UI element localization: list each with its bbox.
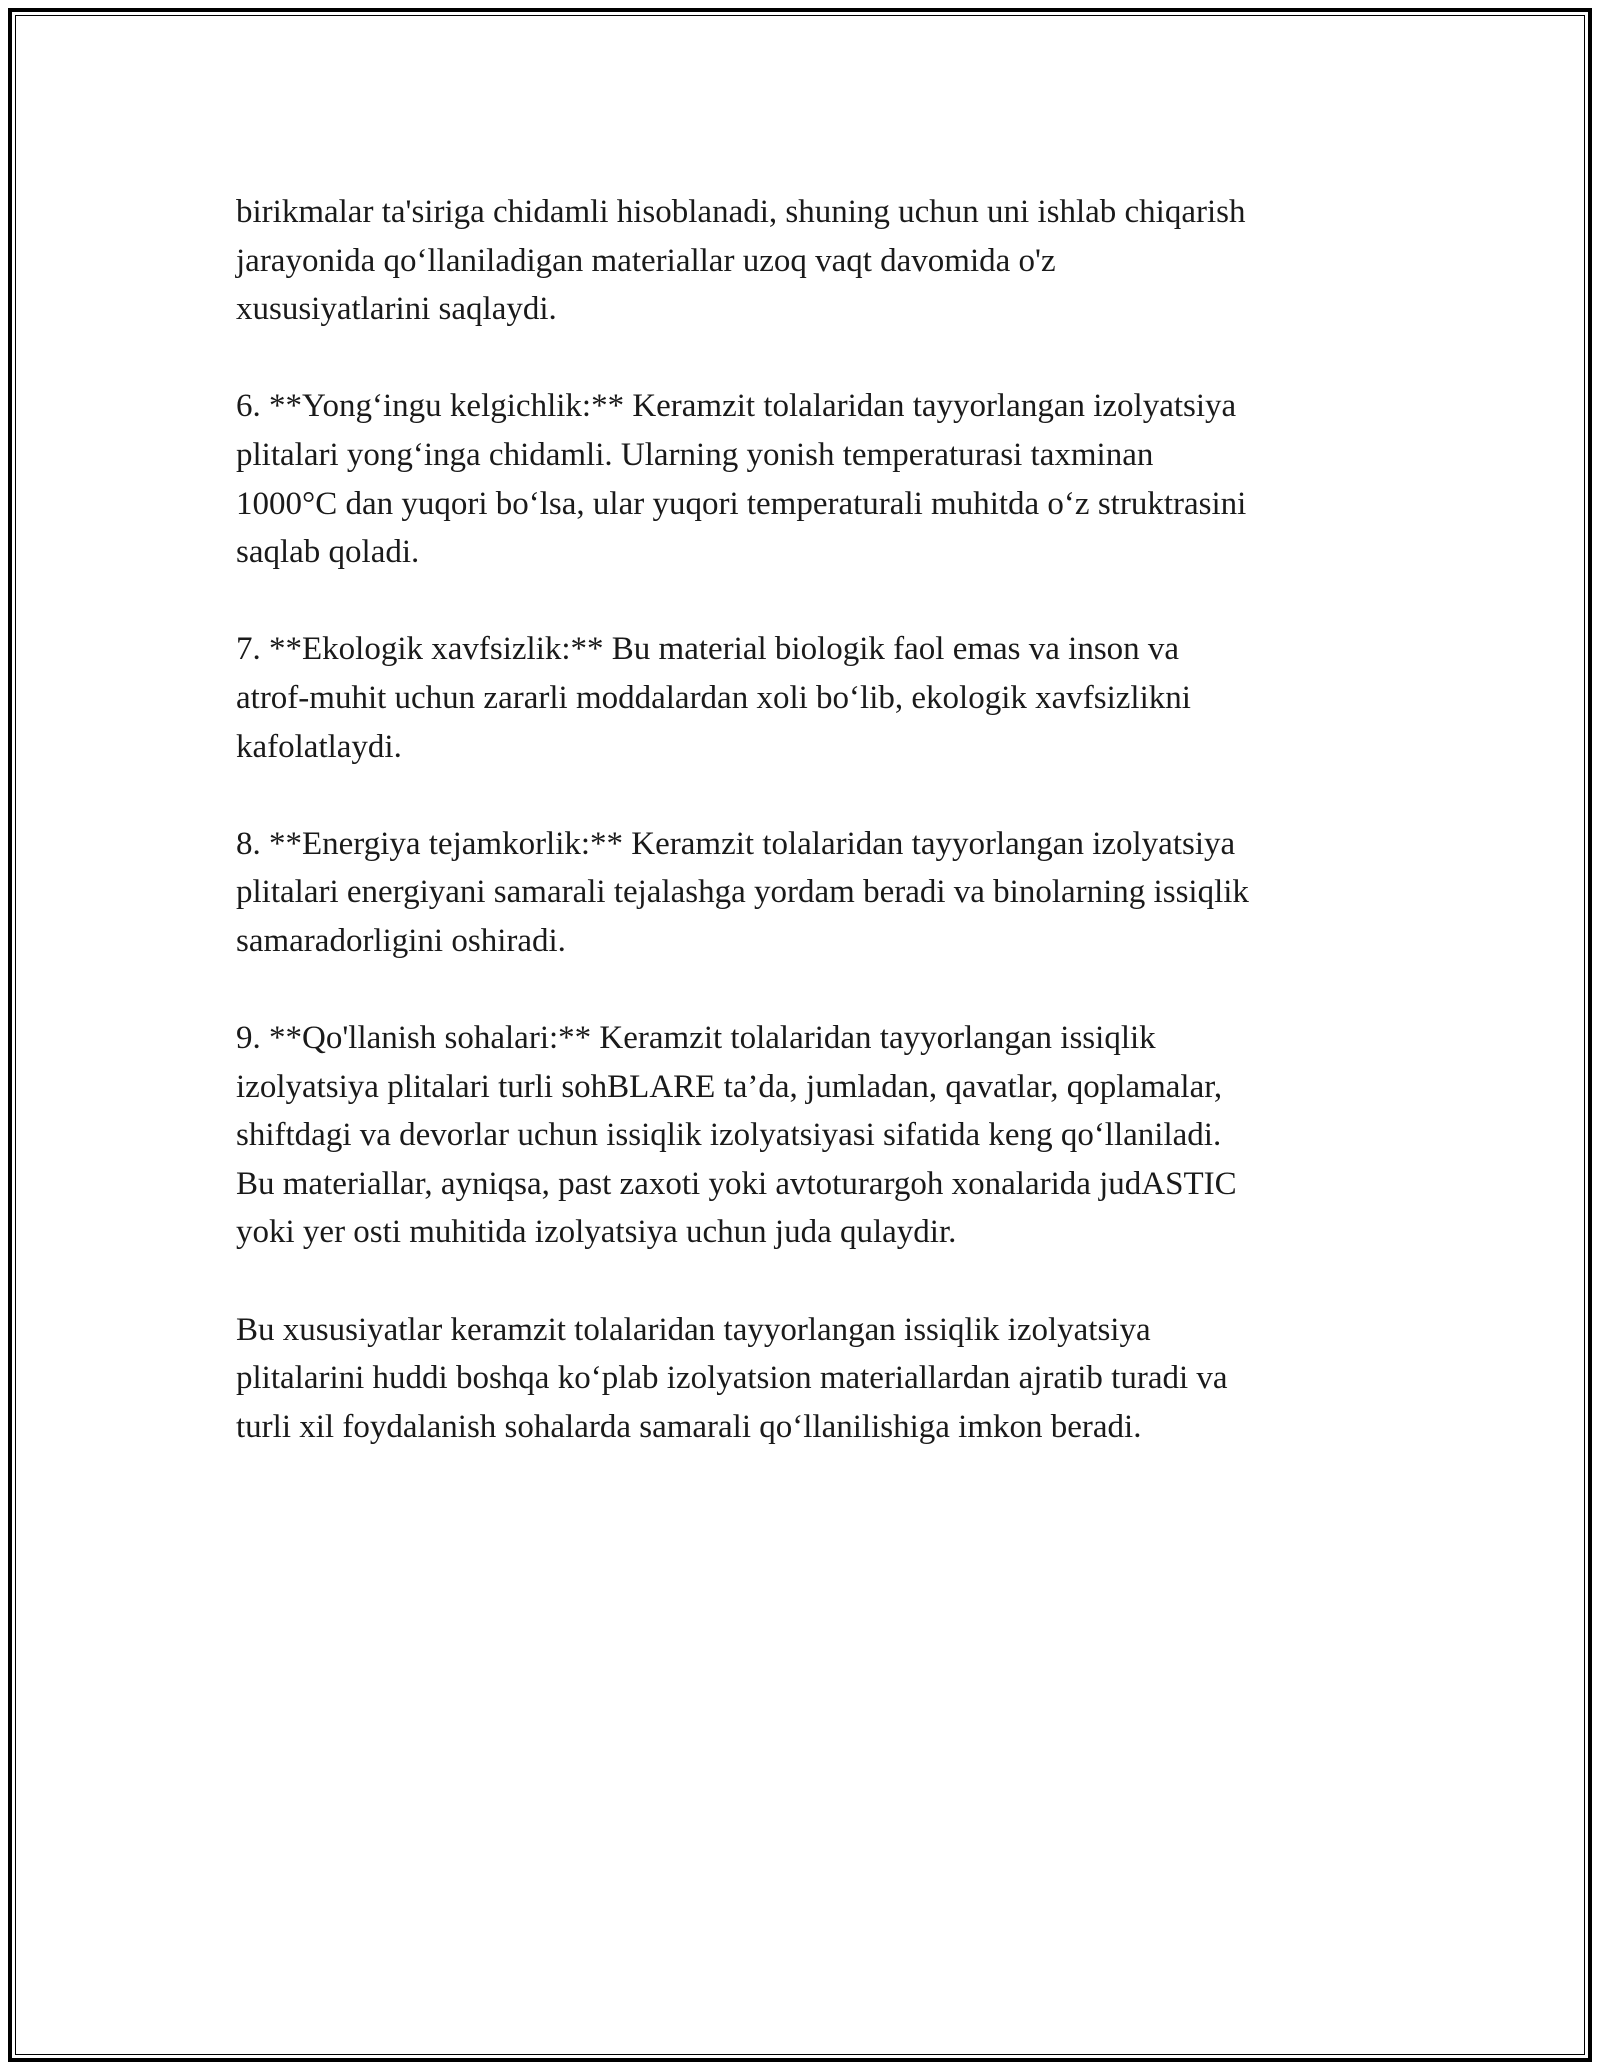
text-line: 1000°C dan yuqori bo‘lsa, ular yuqori temperaturali muhitda o‘z struktrasini [236,485,1247,522]
text-line: xususiyatlarini saqlaydi. [236,291,557,328]
paragraph-item-7 [236,625,1386,771]
text-line: shiftdagi va devorlar uchun issiqlik izolyatsiyasi sifatida keng qo‘llaniladi. [236,1117,1222,1154]
text-line: 6. **Yong‘ingu kelgichlik:** Keramzit tolalaridan tayyorlangan izolyatsiya [236,388,1237,425]
text-line: jarayonida qo‘llaniladigan materiallar uzoq vaqt davomida o'z [236,242,1056,279]
text-line: samaradorligini oshiradi. [236,922,566,959]
text-line: plitalarini huddi boshqa ko‘plab izolyatsion materiallardan ajratib turadi va [236,1360,1228,1397]
text-line: 9. **Qo'llanish sohalari:** Keramzit tolalaridan tayyorlangan issiqlik [236,1020,1156,1057]
text-line: kafolatlaydi. [236,728,402,765]
text-line: 7. **Ekologik xavfsizlik:** Bu material biologik faol emas va inson va [236,631,1180,668]
document-body [236,188,1386,1500]
text-line: 8. **Energiya tejamkorlik:** Keramzit tolalaridan tayyorlangan izolyatsiya [236,825,1236,862]
text-line: turli xil foydalanish sohalarda samarali qo‘llanilishiga imkon beradi. [236,1408,1142,1445]
paragraph-item-9 [236,1014,1386,1257]
paragraph-item-6 [236,382,1386,576]
text-line: atrof-muhit uchun zararli moddalardan xoli bo‘lib, ekologik xavfsizlikni [236,679,1191,716]
text-line: plitalari energiyani samarali tejalashga yordam beradi va binolarning issiqlik [236,874,1249,911]
text-line: izolyatsiya plitalari turli sohBLARE ta’da, jumladan, qavatlar, qoplamalar, [236,1068,1223,1105]
paragraph-item-8 [236,820,1386,966]
paragraph-conclusion [236,1306,1386,1452]
text-line: Bu xususiyatlar keramzit tolalaridan tayyorlangan issiqlik izolyatsiya [236,1311,1151,1348]
text-line: birikmalar ta'siriga chidamli hisoblanadi, shuning uchun uni ishlab chiqarish [236,194,1246,230]
text-line: yoki yer osti muhitida izolyatsiya uchun juda qulaydir. [236,1214,957,1251]
paragraph-continuation [236,188,1386,334]
text-line: Bu materiallar, ayniqsa, past zaxoti yoki avtoturargoh xonalarida judASTIC [236,1165,1237,1202]
text-line: saqlab qoladi. [236,534,420,571]
text-line: plitalari yong‘inga chidamli. Ularning yonish temperaturasi taxminan [236,436,1154,473]
